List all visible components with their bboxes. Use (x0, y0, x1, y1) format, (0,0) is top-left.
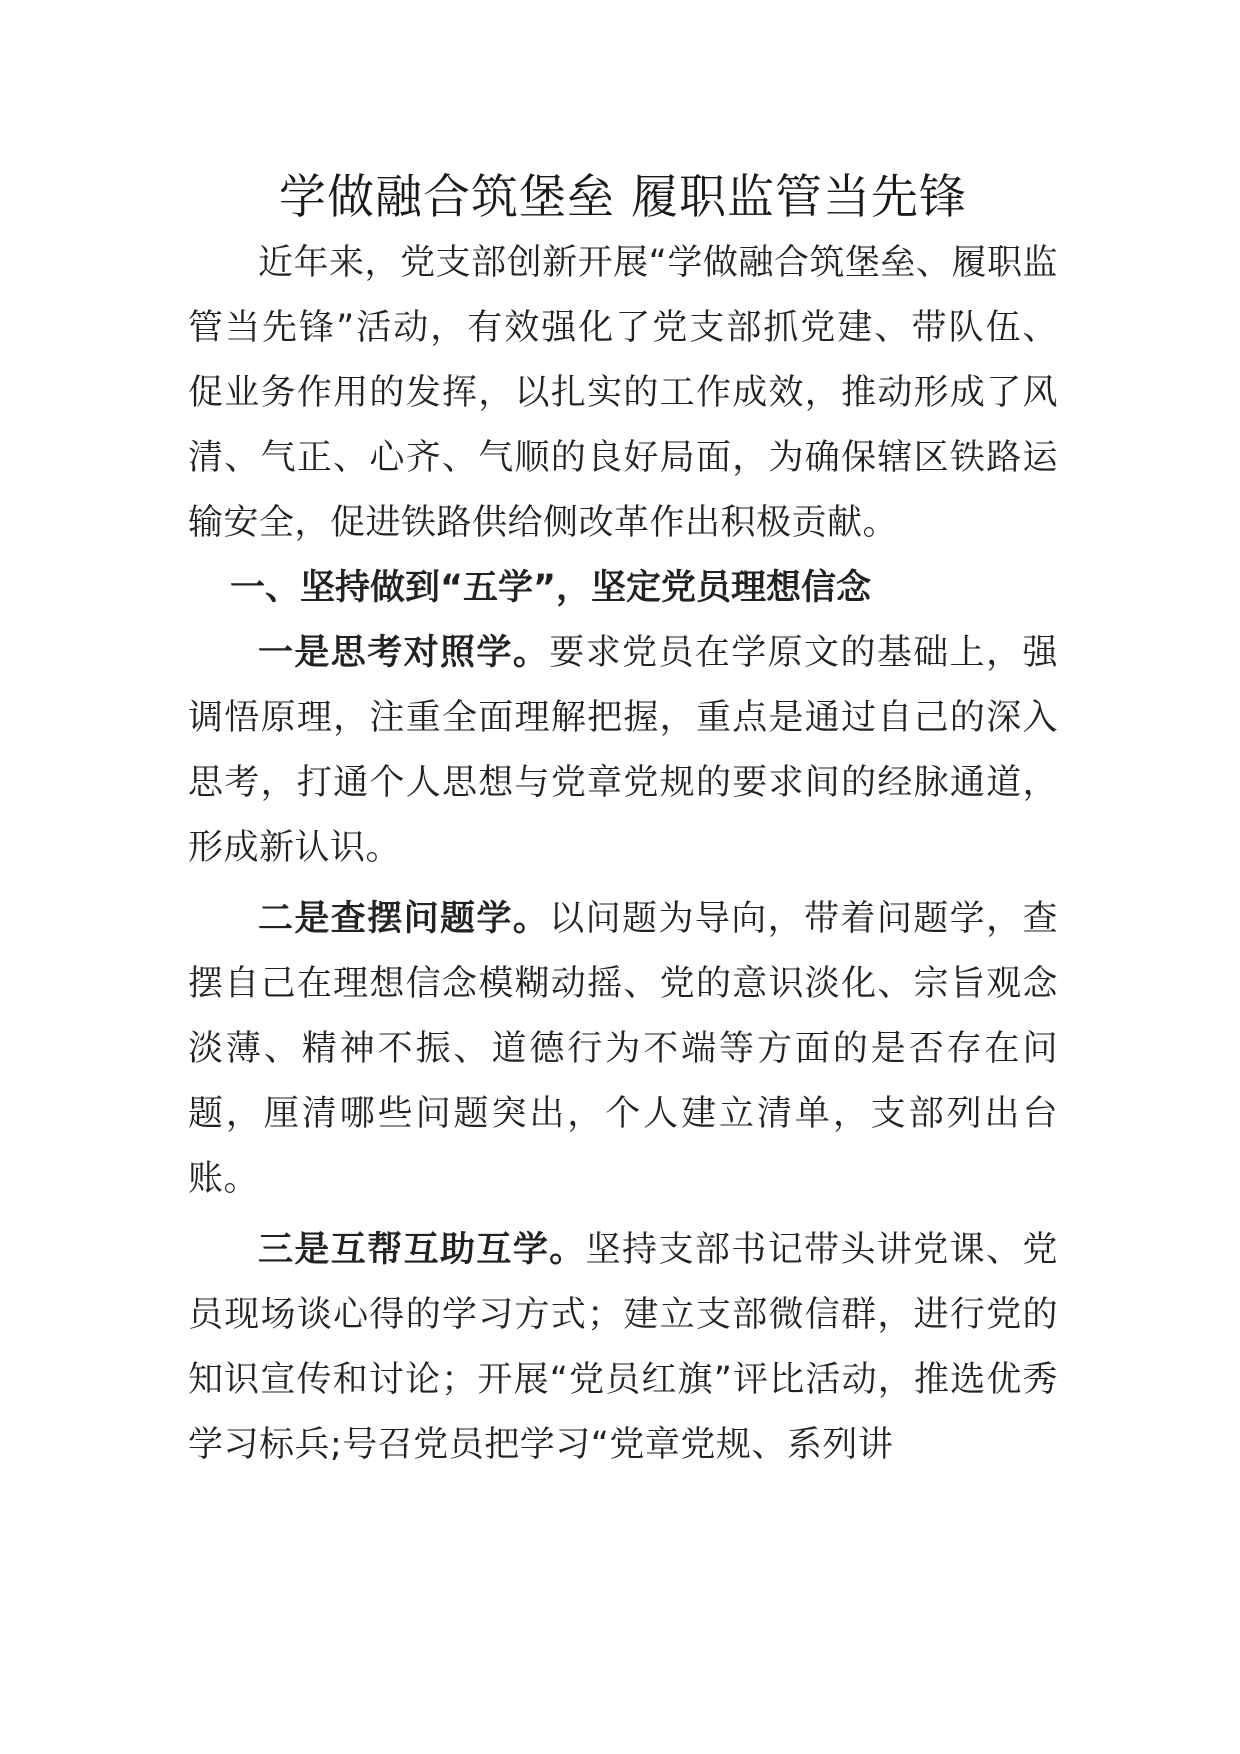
item-lead-3: 三是互帮互助互学。 (258, 1230, 586, 1270)
item-text-2: 以问题为导向，带着问题学，查摆自己在理想信念模糊动摇、党的意识淡化、宗旨观念淡薄、精神不振、道德行为不端等方面的是否存在问题，厘清哪些问题突出，个人建立清单，支部列出台账。 (188, 899, 1058, 1199)
item-text-1: 要求党员在学原文的基础上，强调悟原理，注重全面理解把握，重点是通过自己的深入思考，打通个人思想与党章党规的要求间的经脉通道，形成新认识。 (188, 633, 1058, 868)
intro-paragraph: 近年来，党支部创新开展“学做融合筑堡垒、履职监管当先锋”活动，有效强化了党支部抓党建、带队伍、促业务作用的发挥，以扎实的工作成效，推动形成了风清、气正、心齐、气顺的良好局面，为确保辖区铁路运输安全，促进铁路供给侧改革作出积极贡献。 (188, 243, 1058, 543)
item-lead-1: 一是思考对照学。 (258, 633, 550, 673)
document-page (188, 165, 1058, 1478)
document-title: 学做融合筑堡垒 履职监管当先锋 (279, 170, 967, 225)
item-text-3: 坚持支部书记带头讲党课、党员现场谈心得的学习方式；建立支部微信群，进行党的知识宣传和讨论；开展“党员红旗”评比活动，推选优秀学习标兵;号召党员把学习“党章党规、系列讲 (188, 1230, 1058, 1465)
item-paragraph-2 (188, 887, 1058, 1212)
section-heading: 一、坚持做到“五学”，坚定党员理想信念 (230, 568, 872, 608)
item-paragraph-3 (188, 1218, 1058, 1478)
item-lead-2: 二是查摆问题学。 (258, 899, 550, 939)
item-paragraph-1 (188, 621, 1058, 881)
